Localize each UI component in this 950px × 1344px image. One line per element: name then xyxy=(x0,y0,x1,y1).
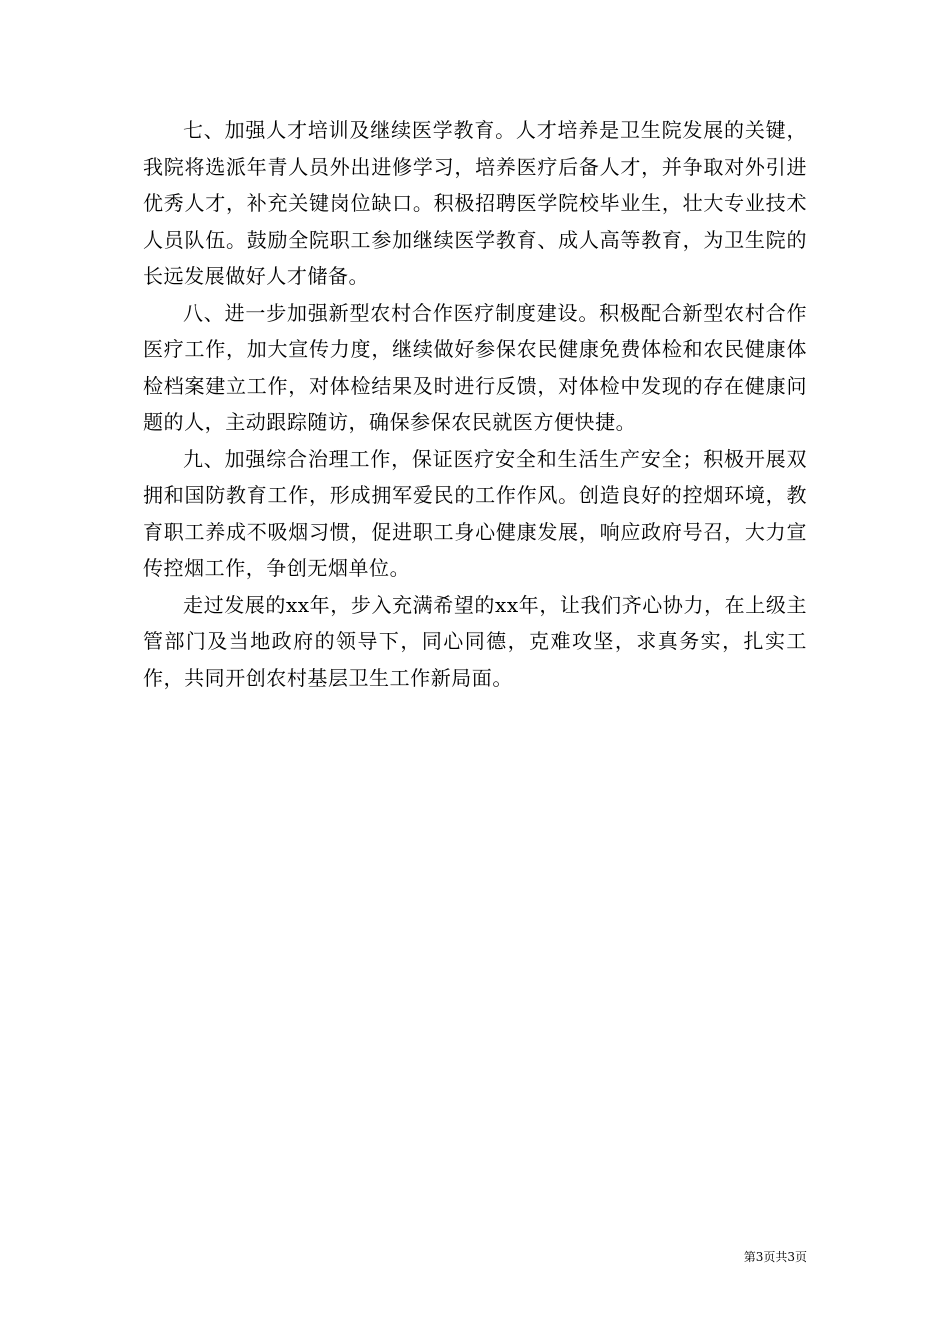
document-body xyxy=(143,112,807,696)
paragraph-rural-cooperative-medical: 八、进一步加强新型农村合作医疗制度建设。积极配合新型农村合作医疗工作，加大宣传力度，继续做好参保农民健康免费体检和农民健康体检档案建立工作，对体检结果及时进行反馈，对体检中发现的存在健康问题的人，主动跟踪随访，确保参保农民就医方便快捷。 xyxy=(143,300,807,434)
paragraph-talent-training: 七、加强人才培训及继续医学教育。人才培养是卫生院发展的关键，我院将选派年青人员外出进修学习，培养医疗后备人才，并争取对外引进优秀人才，补充关键岗位缺口。积极招聘医学院校毕业生，壮大专业技术人员队伍。鼓励全院职工参加继续医学教育、成人高等教育，为卫生院的长远发展做好人才储备。 xyxy=(143,118,807,288)
paragraph-closing: 走过发展的xx年，步入充满希望的xx年，让我们齐心协力，在上级主管部门及当地政府的领导下，同心同德，克难攻坚，求真务实，扎实工作，共同开创农村基层卫生工作新局面。 xyxy=(143,592,807,690)
paragraph-comprehensive-governance: 九、加强综合治理工作，保证医疗安全和生活生产安全；积极开展双拥和国防教育工作，形成拥军爱民的工作作风。创造良好的控烟环境，教育职工养成不吸烟习惯，促进职工身心健康发展，响应政府号召，大力宣传控烟工作，争创无烟单位。 xyxy=(143,446,807,580)
page-number: 第3页共3页 xyxy=(743,1250,807,1264)
